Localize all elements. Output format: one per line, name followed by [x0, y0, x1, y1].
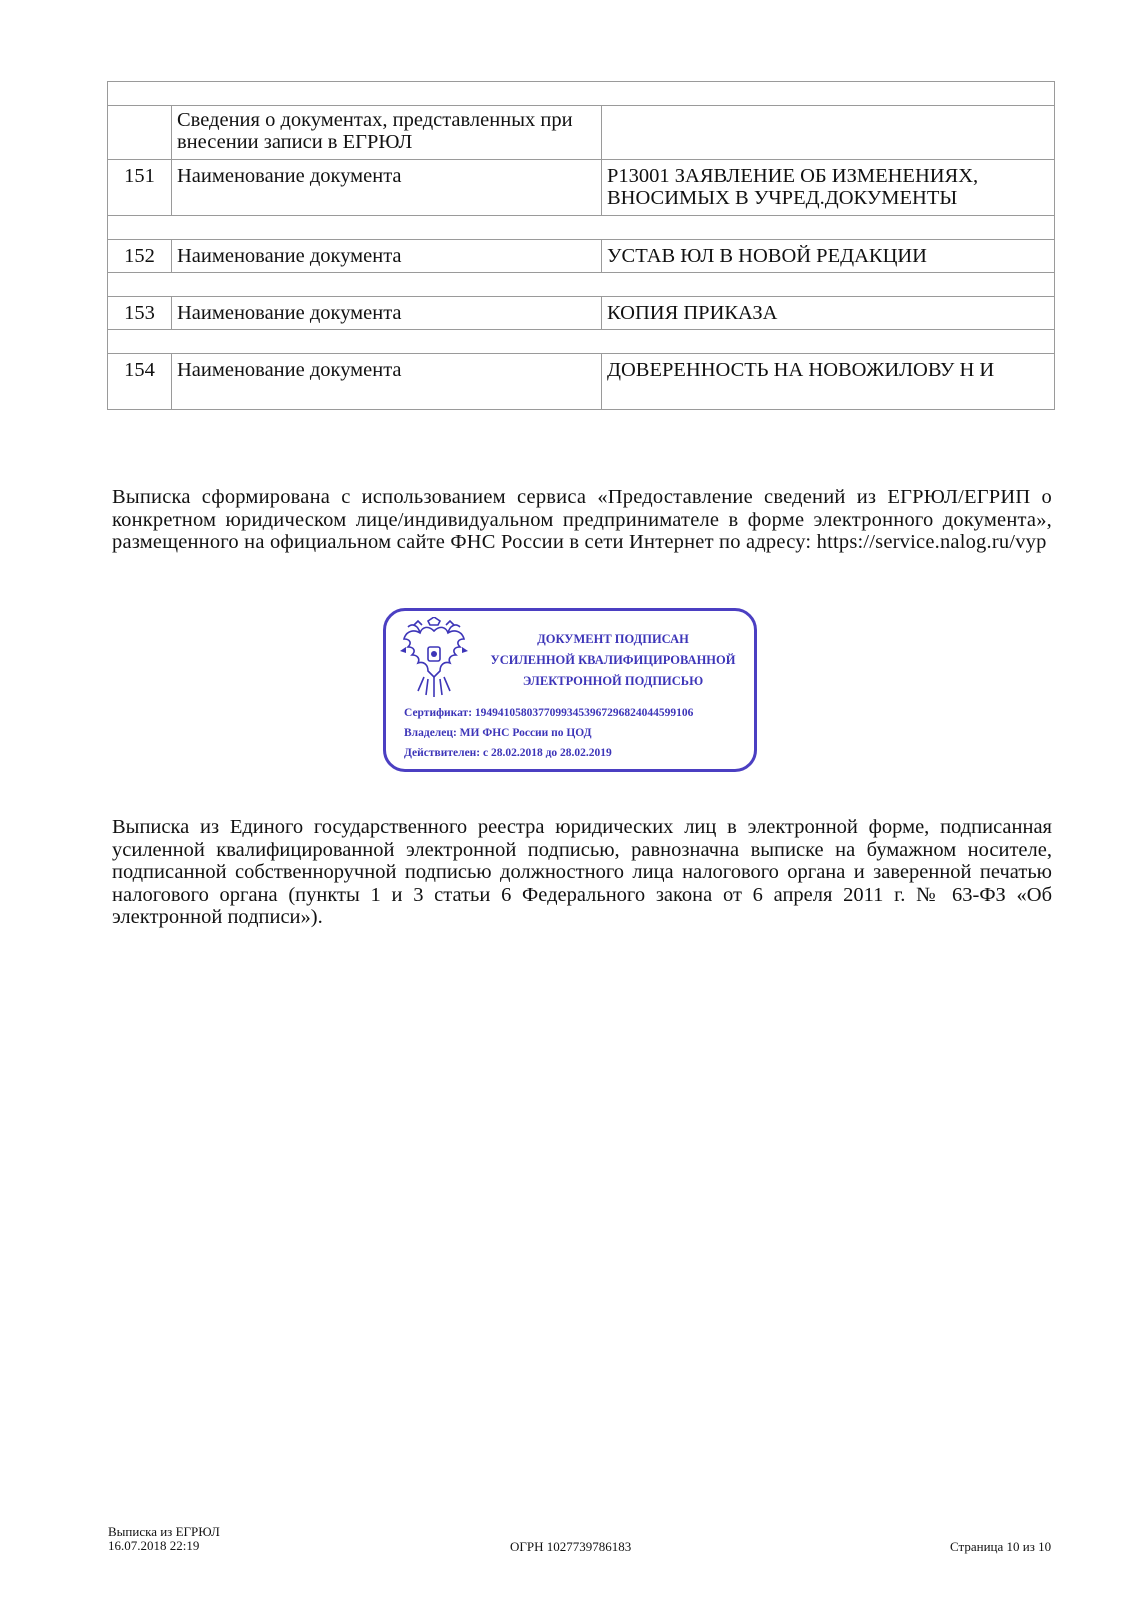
footer-page-number: Страница 10 из 10 — [950, 1539, 1052, 1554]
table-row — [108, 160, 1055, 216]
table-spacer-row — [108, 82, 1055, 106]
footer-datetime: 16.07.2018 22:19 — [108, 1538, 200, 1553]
signature-stamp — [383, 608, 757, 772]
row-label: Наименование документа — [172, 160, 602, 216]
records-table — [107, 81, 1055, 410]
table-row — [108, 240, 1055, 273]
row-value: КОПИЯ ПРИКАЗА — [602, 297, 1055, 330]
row-number: 152 — [108, 240, 172, 273]
row-number: 153 — [108, 297, 172, 330]
stamp-validity: Действителен: с 28.02.2018 до 28.02.2019 — [404, 747, 612, 759]
stamp-details — [404, 703, 693, 763]
double-headed-eagle-emblem-icon — [394, 617, 474, 701]
section-header-label: Сведения о документах, представленных при внесении записи в ЕГРЮЛ — [172, 106, 602, 160]
table-row — [108, 297, 1055, 330]
row-label: Наименование документа — [172, 297, 602, 330]
footer-left — [108, 1525, 220, 1553]
footer-title: Выписка из ЕГРЮЛ — [108, 1524, 220, 1539]
service-note-paragraph: Выписка сформирована с использованием сервиса «Предоставление сведений из ЕГРЮЛ/ЕГРИП о конкретном юридическом лице/индивидуальном предпринимателе в форме электронного документа», размещенного на официальном сайте ФНС России в сети Интернет по адресу: https://service.nalog.ru/vyp — [112, 486, 1052, 553]
table-spacer-row — [108, 216, 1055, 240]
stamp-line-1: ДОКУМЕНТ ПОДПИСАН — [537, 632, 689, 646]
table-spacer-row — [108, 273, 1055, 297]
stamp-heading — [478, 629, 748, 692]
row-value: УСТАВ ЮЛ В НОВОЙ РЕДАКЦИИ — [602, 240, 1055, 273]
row-number: 151 — [108, 160, 172, 216]
stamp-line-3: ЭЛЕКТРОННОЙ ПОДПИСЬЮ — [522, 674, 704, 688]
row-label: Наименование документа — [172, 240, 602, 273]
stamp-owner: Владелец: МИ ФНС России по ЦОД — [404, 727, 592, 739]
row-number: 154 — [108, 354, 172, 410]
stamp-certificate: Сертификат: 194941058037709934539672968240445991​06 — [404, 707, 694, 719]
row-value: Р13001 ЗАЯВЛЕНИЕ ОБ ИЗМЕНЕНИЯХ, ВНОСИМЫХ В УЧРЕД.ДОКУМЕНТЫ — [602, 160, 1055, 216]
section-header-row — [108, 106, 1055, 160]
table-row — [108, 354, 1055, 410]
footer-ogrn: ОГРН 1027739786183 — [510, 1539, 632, 1554]
stamp-line-2: УСИЛЕННОЙ КВАЛИФИЦИРОВАННОЙ — [490, 653, 736, 667]
legal-note-paragraph: Выписка из Единого государственного реестра юридических лиц в электронной форме, подписанная усиленной квалифицированной электронной подписью, равнозначна выписке на бумажном носителе, подписанной собственноручной подписью должностного лица налогового органа и заверенной печатью налогового органа (пункты 1 и 3 статьи 6 Федерального закона от 6 апреля 2011 г. № 63-ФЗ «Об электронной подписи»). — [112, 816, 1052, 928]
row-value: ДОВЕРЕННОСТЬ НА НОВОЖИЛОВУ Н И — [602, 354, 1055, 410]
row-label: Наименование документа — [172, 354, 602, 410]
table-spacer-row — [108, 330, 1055, 354]
